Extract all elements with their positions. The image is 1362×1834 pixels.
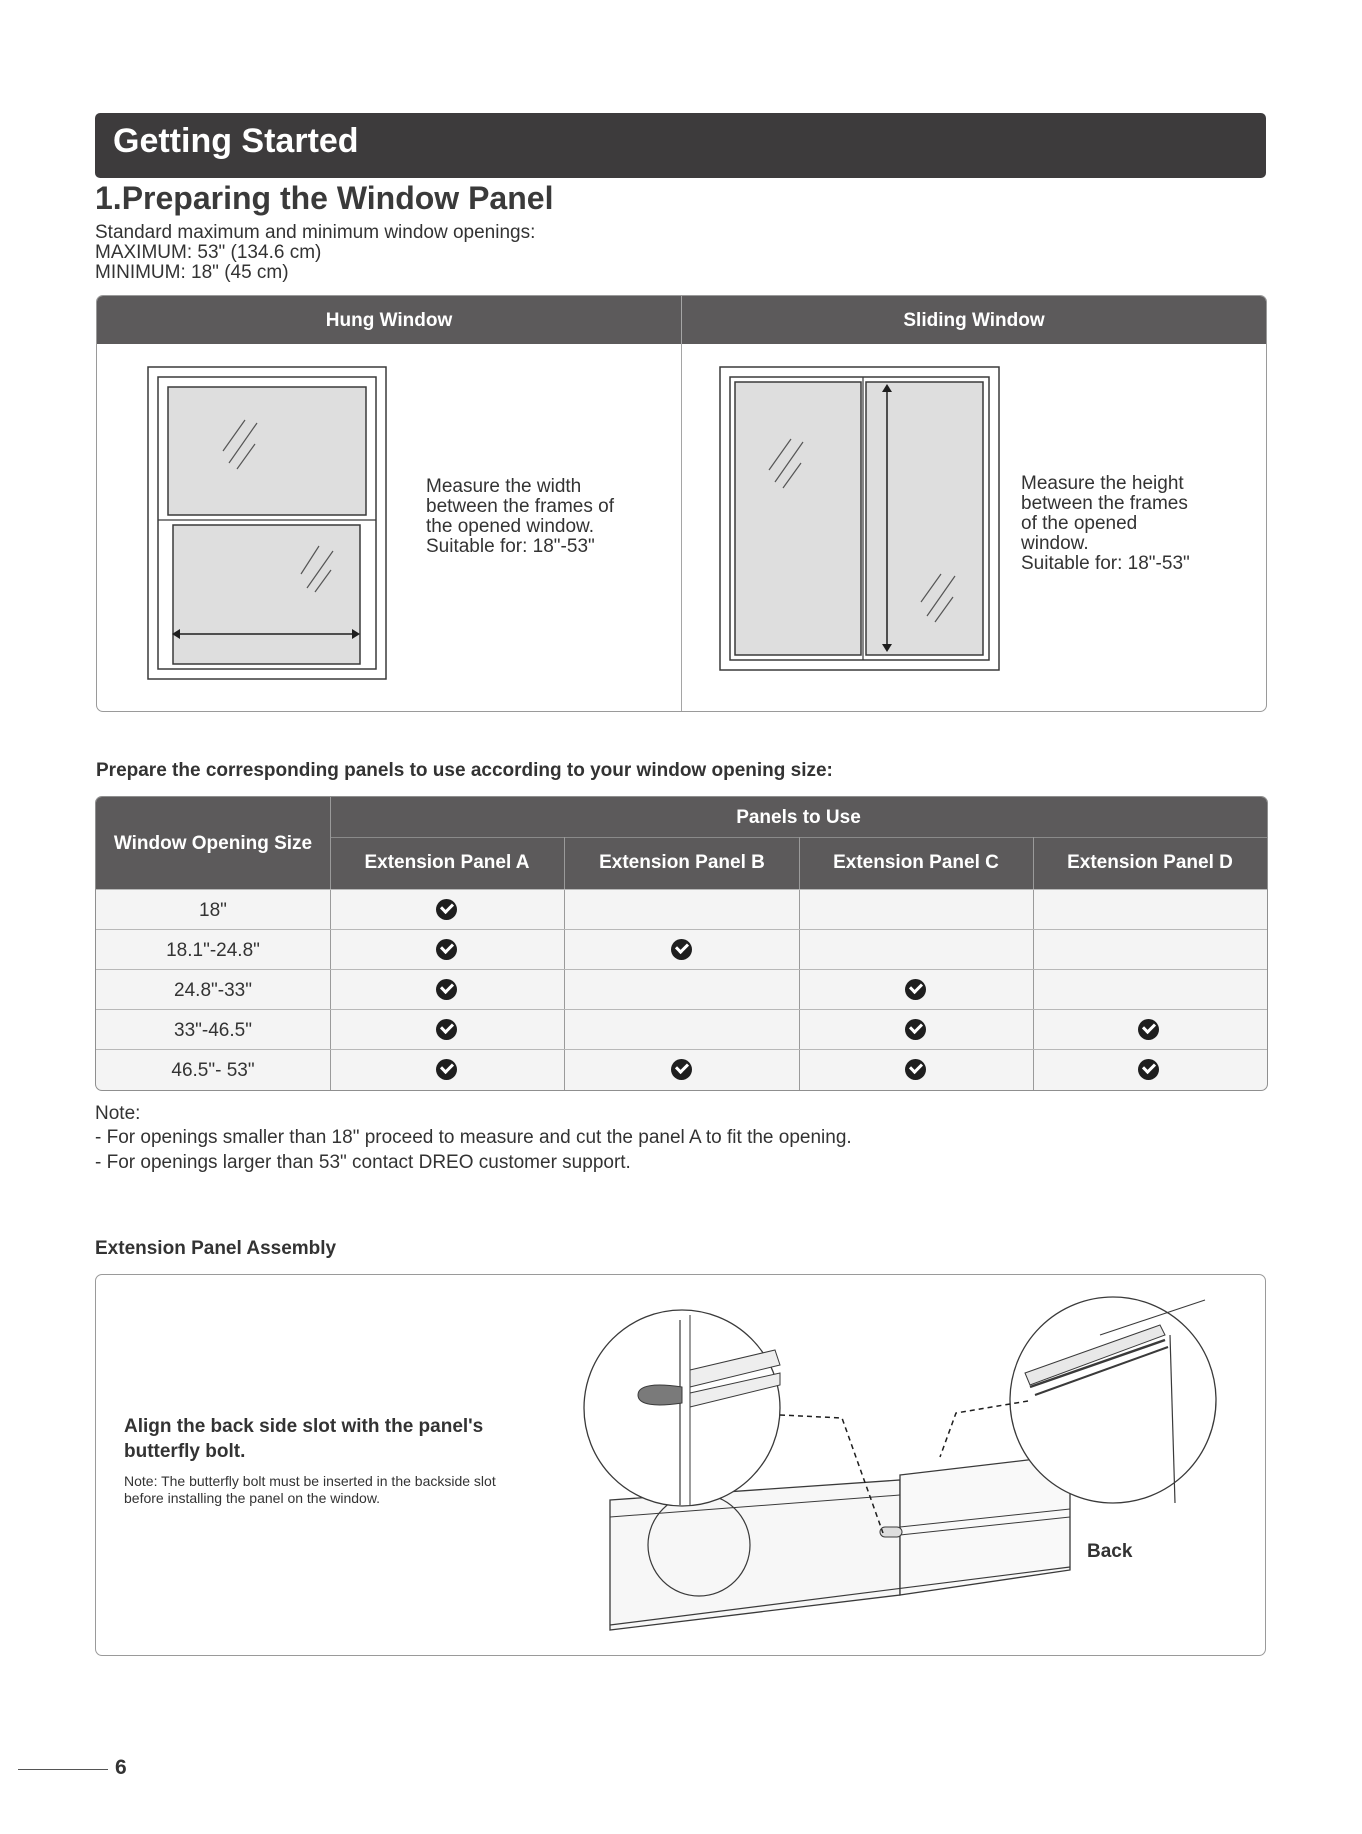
sliding-desc-line: of the opened <box>1021 513 1138 534</box>
footer-rule <box>18 1769 108 1770</box>
sliding-window-illustration <box>719 366 1009 686</box>
opening-size: 24.8"-33" <box>174 980 252 1001</box>
check-icon <box>436 899 457 920</box>
panels-table <box>95 796 1268 1091</box>
check-icon <box>905 1059 926 1080</box>
check-icon <box>905 979 926 1000</box>
spec-max: MAXIMUM: 53" (134.6 cm) <box>95 242 322 263</box>
banner-title: Getting Started <box>113 122 359 160</box>
panel-a-header: Extension Panel A <box>364 852 530 873</box>
opening-size: 18" <box>199 900 227 921</box>
sliding-desc-line: Measure the height <box>1021 473 1184 494</box>
section-title: 1.Preparing the Window Panel <box>95 180 554 216</box>
hung-desc-line: the opened window. <box>426 516 594 537</box>
assembly-note-line: Note: The butterfly bolt must be inserted in the backside slot <box>124 1473 496 1489</box>
check-icon <box>671 1059 692 1080</box>
check-icon <box>436 1059 457 1080</box>
hung-window-illustration <box>147 366 392 712</box>
column-divider <box>681 296 682 711</box>
sliding-window-description <box>1021 474 1190 574</box>
panel-assembly-illustration <box>580 1295 1240 1640</box>
hung-desc-line: Suitable for: 18"-53" <box>426 536 595 557</box>
table-row <box>96 969 1267 1010</box>
check-icon <box>671 939 692 960</box>
sliding-desc-line: window. <box>1021 533 1089 554</box>
window-types-box <box>96 295 1267 712</box>
hung-desc-line: between the frames of <box>426 496 614 517</box>
table-row <box>96 929 1267 970</box>
check-icon <box>905 1019 926 1040</box>
panels-intro: Prepare the corresponding panels to use according to your window opening size: <box>96 760 833 781</box>
check-icon <box>1138 1019 1159 1040</box>
hung-window-header: Hung Window <box>325 310 453 331</box>
spec-min: MINIMUM: 18" (45 cm) <box>95 262 289 283</box>
assembly-note <box>124 1473 564 1507</box>
opening-size: 46.5"- 53" <box>171 1060 255 1081</box>
assembly-note-line: before installing the panel on the window. <box>124 1490 381 1506</box>
check-icon <box>436 979 457 1000</box>
sliding-desc-line: between the frames <box>1021 493 1188 514</box>
note-line: - For openings larger than 53" contact DREO customer support. <box>95 1152 631 1173</box>
hung-window-description <box>426 477 614 557</box>
size-column-header: Window Opening Size <box>113 833 313 854</box>
assembly-heading-line: Align the back side slot with the panel's <box>124 1416 484 1437</box>
table-row <box>96 889 1267 930</box>
panel-c-header: Extension Panel C <box>833 852 999 873</box>
opening-size: 18.1"-24.8" <box>166 940 260 961</box>
panels-group-header: Panels to Use <box>736 807 861 828</box>
panel-d-header: Extension Panel D <box>1067 852 1233 873</box>
note-line: - For openings smaller than 18" proceed to measure and cut the panel A to fit the opening. <box>95 1127 852 1148</box>
table-row <box>96 1009 1267 1050</box>
check-icon <box>436 939 457 960</box>
sliding-desc-line: Suitable for: 18"-53" <box>1021 553 1190 574</box>
panel-b-header: Extension Panel B <box>599 852 765 873</box>
spec-intro: Standard maximum and minimum window openings: <box>95 222 536 243</box>
hung-desc-line: Measure the width <box>426 476 582 497</box>
back-label: Back <box>1087 1541 1133 1562</box>
table-row <box>96 1049 1267 1090</box>
note-label: Note: <box>95 1103 141 1124</box>
check-icon <box>1138 1059 1159 1080</box>
check-icon <box>436 1019 457 1040</box>
assembly-heading <box>124 1414 504 1464</box>
page-number: 6 <box>115 1756 127 1779</box>
assembly-title: Extension Panel Assembly <box>95 1238 337 1259</box>
assembly-heading-line: butterfly bolt. <box>124 1441 246 1462</box>
opening-size: 33"-46.5" <box>174 1020 252 1041</box>
sliding-window-header: Sliding Window <box>903 310 1045 331</box>
